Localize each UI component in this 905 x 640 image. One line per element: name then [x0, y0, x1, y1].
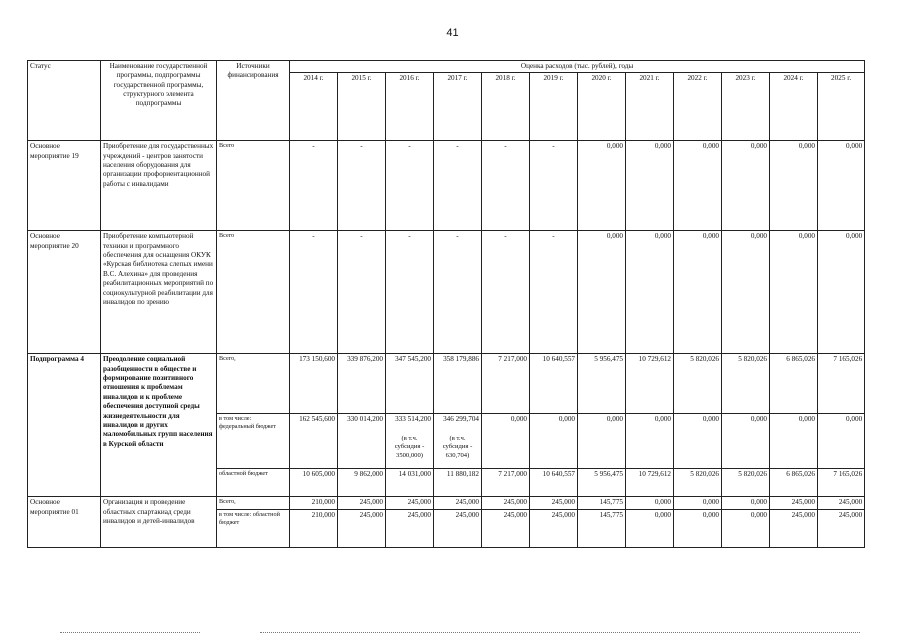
value-text: -: [456, 142, 459, 151]
subsidy-note: (в т.ч. субсидия - 630,704): [442, 434, 473, 459]
header-name: Наименование государственной программы, подпрограммы государственной программы, структурного элемента подпрограммы: [101, 61, 217, 141]
value-text: 6 865,026: [786, 470, 815, 479]
header-year: 2020 г.: [578, 73, 626, 141]
value-text: -: [504, 232, 507, 241]
value-text: -: [408, 232, 411, 241]
value-cell: [434, 469, 482, 497]
value-cell: [338, 414, 386, 469]
value-cell: [482, 354, 530, 414]
value-text: 7 165,026: [833, 355, 863, 364]
value-cell: [818, 509, 865, 547]
value-cell: [386, 469, 434, 497]
value-text: 245,000: [551, 498, 575, 507]
value-cell: [818, 469, 865, 497]
row-source: Всего: [217, 141, 290, 231]
value-cell: [722, 509, 770, 547]
budget-table: [27, 60, 865, 548]
value-cell: [722, 469, 770, 497]
value-cell: [338, 497, 386, 509]
value-cell: [674, 141, 722, 231]
value-cell: [338, 509, 386, 547]
header-year: 2024 г.: [770, 73, 818, 141]
value-cell: [674, 469, 722, 497]
table-row: [28, 141, 865, 231]
value-text: 0,000: [558, 415, 575, 424]
value-cell: [434, 141, 482, 231]
header-estimate: Оценка расходов (тыс. рублей), годы: [290, 61, 865, 73]
value-cell: [290, 414, 338, 469]
table-row: [28, 231, 865, 354]
row-source: Всего,: [217, 354, 290, 414]
value-cell: [578, 509, 626, 547]
value-text: 10 640,557: [542, 470, 575, 479]
value-cell: [626, 497, 674, 509]
value-text: 358 179,886: [443, 355, 479, 364]
row-name: Приобретение для государственных учреждений - центров занятости населения оборудования для организации профориентационной работы с инвалидами: [101, 141, 217, 231]
value-text: -: [360, 142, 363, 151]
value-text: 346 299,704: [443, 415, 479, 424]
value-cell: [386, 497, 434, 509]
value-text: 0,000: [702, 415, 719, 424]
value-cell: [482, 497, 530, 509]
value-cell: [434, 414, 482, 469]
value-cell: [386, 414, 434, 469]
value-cell: [386, 354, 434, 414]
value-cell: [578, 231, 626, 354]
value-cell: [818, 414, 865, 469]
header-year: 2014 г.: [290, 73, 338, 141]
value-cell: [290, 497, 338, 509]
value-text: 6 865,026: [786, 355, 815, 364]
value-text: 11 880,182: [446, 470, 479, 479]
value-text: -: [360, 232, 363, 241]
value-text: 9 862,000: [354, 470, 383, 479]
header-year: 2022 г.: [674, 73, 722, 141]
row-status: Основное мероприятие 01: [28, 497, 101, 547]
value-cell: [818, 141, 865, 231]
value-cell: [722, 141, 770, 231]
value-cell: [626, 469, 674, 497]
value-text: 0,000: [798, 142, 815, 151]
row-source: Всего,: [217, 497, 290, 509]
value-cell: [434, 231, 482, 354]
value-text: -: [456, 232, 459, 241]
value-cell: [386, 509, 434, 547]
header-status: Статус: [28, 61, 101, 141]
value-text: 210,000: [311, 510, 335, 519]
value-text: 14 031,000: [398, 470, 431, 479]
row-status: Подпрограмма 4: [28, 354, 101, 497]
row-status: Основное мероприятие 20: [28, 231, 101, 354]
value-text: 245,000: [359, 498, 383, 507]
value-text: 245,000: [407, 510, 431, 519]
value-cell: [338, 141, 386, 231]
table-row: [28, 354, 865, 414]
header-year: 2025 г.: [818, 73, 865, 141]
value-cell: [770, 469, 818, 497]
value-text: 5 956,475: [594, 355, 623, 364]
value-text: 162 545,600: [299, 415, 335, 424]
value-text: 145,775: [599, 498, 623, 507]
value-text: 0,000: [654, 510, 671, 519]
value-cell: [818, 231, 865, 354]
header-year: 2023 г.: [722, 73, 770, 141]
value-cell: [530, 354, 578, 414]
value-text: 5 820,026: [738, 470, 767, 479]
value-text: 7 217,000: [498, 470, 527, 479]
value-cell: [674, 414, 722, 469]
row-status: Основное мероприятие 19: [28, 141, 101, 231]
page-edge-line: [60, 632, 200, 633]
value-text: 0,000: [654, 415, 671, 424]
value-text: 0,000: [654, 232, 671, 241]
value-text: 330 014,200: [347, 415, 383, 424]
value-text: 7 165,026: [833, 470, 863, 479]
row-source: в том числе: областной бюджет: [217, 509, 290, 547]
value-cell: [482, 469, 530, 497]
value-cell: [290, 141, 338, 231]
value-cell: [770, 509, 818, 547]
value-cell: [770, 414, 818, 469]
header-year: 2018 г.: [482, 73, 530, 141]
value-cell: [674, 497, 722, 509]
value-text: 245,000: [503, 510, 527, 519]
value-cell: [578, 354, 626, 414]
value-cell: [530, 414, 578, 469]
value-text: 0,000: [750, 142, 767, 151]
value-text: 0,000: [798, 415, 815, 424]
value-text: 333 514,200: [395, 415, 431, 424]
value-text: 0,000: [606, 415, 623, 424]
value-text: 0,000: [846, 415, 863, 424]
row-source: в том числе: федеральный бюджет: [217, 414, 290, 469]
value-text: 0,000: [702, 498, 719, 507]
value-text: 339 876,200: [347, 355, 383, 364]
value-cell: [722, 497, 770, 509]
value-text: 173 150,600: [299, 355, 335, 364]
value-text: 0,000: [654, 498, 671, 507]
value-text: -: [408, 142, 411, 151]
value-cell: [578, 141, 626, 231]
value-cell: [482, 414, 530, 469]
value-text: 7 217,000: [498, 355, 527, 364]
value-text: -: [312, 142, 315, 151]
value-cell: [434, 509, 482, 547]
value-cell: [386, 231, 434, 354]
value-cell: [770, 231, 818, 354]
row-source: областной бюджет: [217, 469, 290, 497]
value-cell: [482, 509, 530, 547]
value-text: 0,000: [846, 142, 863, 151]
value-cell: [482, 231, 530, 354]
row-name: Преодоление социальной разобщенности в обществе и формирование позитивного отношения к проблемам инвалидов и к проблеме обеспечения доступной среды жизнедеятельности для инвалидов и других маломобильных групп населения в Курской области: [101, 354, 217, 497]
value-cell: [722, 231, 770, 354]
value-text: 0,000: [750, 498, 767, 507]
value-text: -: [504, 142, 507, 151]
value-cell: [626, 509, 674, 547]
value-text: 210,000: [311, 498, 335, 507]
value-text: 0,000: [510, 415, 527, 424]
value-text: 0,000: [702, 510, 719, 519]
value-cell: [578, 469, 626, 497]
value-cell: [722, 354, 770, 414]
value-cell: [578, 414, 626, 469]
value-text: 0,000: [702, 142, 719, 151]
value-cell: [530, 141, 578, 231]
value-text: -: [552, 142, 555, 151]
value-text: 0,000: [846, 232, 863, 241]
value-text: 245,000: [551, 510, 575, 519]
value-text: 5 820,026: [738, 355, 767, 364]
subsidy-note: (в т.ч. субсидия - 3500,000): [394, 434, 425, 459]
value-cell: [626, 231, 674, 354]
value-cell: [674, 354, 722, 414]
value-text: 0,000: [750, 510, 767, 519]
value-text: 245,000: [407, 498, 431, 507]
value-cell: [626, 414, 674, 469]
value-cell: [578, 497, 626, 509]
header-year: 2021 г.: [626, 73, 674, 141]
value-cell: [530, 469, 578, 497]
header-year: 2017 г.: [434, 73, 482, 141]
value-cell: [290, 354, 338, 414]
header-sources: Источники финансирования: [217, 61, 290, 141]
value-text: 5 820,026: [690, 355, 719, 364]
value-cell: [626, 354, 674, 414]
value-text: 245,000: [791, 498, 815, 507]
value-cell: [338, 354, 386, 414]
value-cell: [338, 469, 386, 497]
value-cell: [482, 141, 530, 231]
value-cell: [770, 141, 818, 231]
value-text: 10 605,000: [302, 470, 335, 479]
value-text: 245,000: [455, 498, 479, 507]
value-cell: [530, 509, 578, 547]
value-text: 245,000: [791, 510, 815, 519]
value-cell: [770, 497, 818, 509]
value-cell: [674, 509, 722, 547]
row-name: Приобретение компьютерной техники и программного обеспечения для оснащения ОКУК «Курская библиотека слепых имени В.С. Алехина» для проведения реабилитационных мероприятий по социокультурной реабилитации для инвалидов по зрению: [101, 231, 217, 354]
value-text: 0,000: [750, 232, 767, 241]
value-text: 0,000: [606, 142, 623, 151]
value-cell: [770, 354, 818, 414]
value-text: 5 956,475: [594, 470, 623, 479]
value-text: 245,000: [503, 498, 527, 507]
value-text: -: [552, 232, 555, 241]
value-text: 0,000: [654, 142, 671, 151]
value-cell: [290, 509, 338, 547]
value-cell: [674, 231, 722, 354]
row-source: Всего: [217, 231, 290, 354]
value-cell: [626, 141, 674, 231]
header-year: 2019 г.: [530, 73, 578, 141]
value-cell: [386, 141, 434, 231]
value-cell: [434, 497, 482, 509]
value-text: 0,000: [606, 232, 623, 241]
value-text: 0,000: [798, 232, 815, 241]
page-edge-line: [260, 632, 860, 633]
value-cell: [818, 497, 865, 509]
page-number: 41: [446, 27, 459, 39]
value-text: 145,775: [599, 510, 623, 519]
value-text: 245,000: [838, 498, 863, 507]
header-year: 2016 г.: [386, 73, 434, 141]
value-cell: [434, 354, 482, 414]
value-cell: [530, 231, 578, 354]
value-text: 10 640,557: [542, 355, 575, 364]
header-year: 2015 г.: [338, 73, 386, 141]
row-name: Организация и проведение областных спартакиад среди инвалидов и детей-инвалидов: [101, 497, 217, 547]
value-text: 347 545,200: [395, 355, 431, 364]
table-row: [28, 497, 865, 509]
value-text: 245,000: [455, 510, 479, 519]
value-cell: [338, 231, 386, 354]
value-text: 10 729,612: [638, 355, 671, 364]
value-text: 10 729,612: [638, 470, 671, 479]
value-text: 0,000: [750, 415, 767, 424]
value-cell: [290, 469, 338, 497]
value-text: 245,000: [838, 510, 863, 519]
value-text: 0,000: [702, 232, 719, 241]
value-cell: [290, 231, 338, 354]
value-cell: [530, 497, 578, 509]
value-text: -: [312, 232, 315, 241]
value-cell: [722, 414, 770, 469]
value-text: 245,000: [359, 510, 383, 519]
value-text: 5 820,026: [690, 470, 719, 479]
value-cell: [818, 354, 865, 414]
